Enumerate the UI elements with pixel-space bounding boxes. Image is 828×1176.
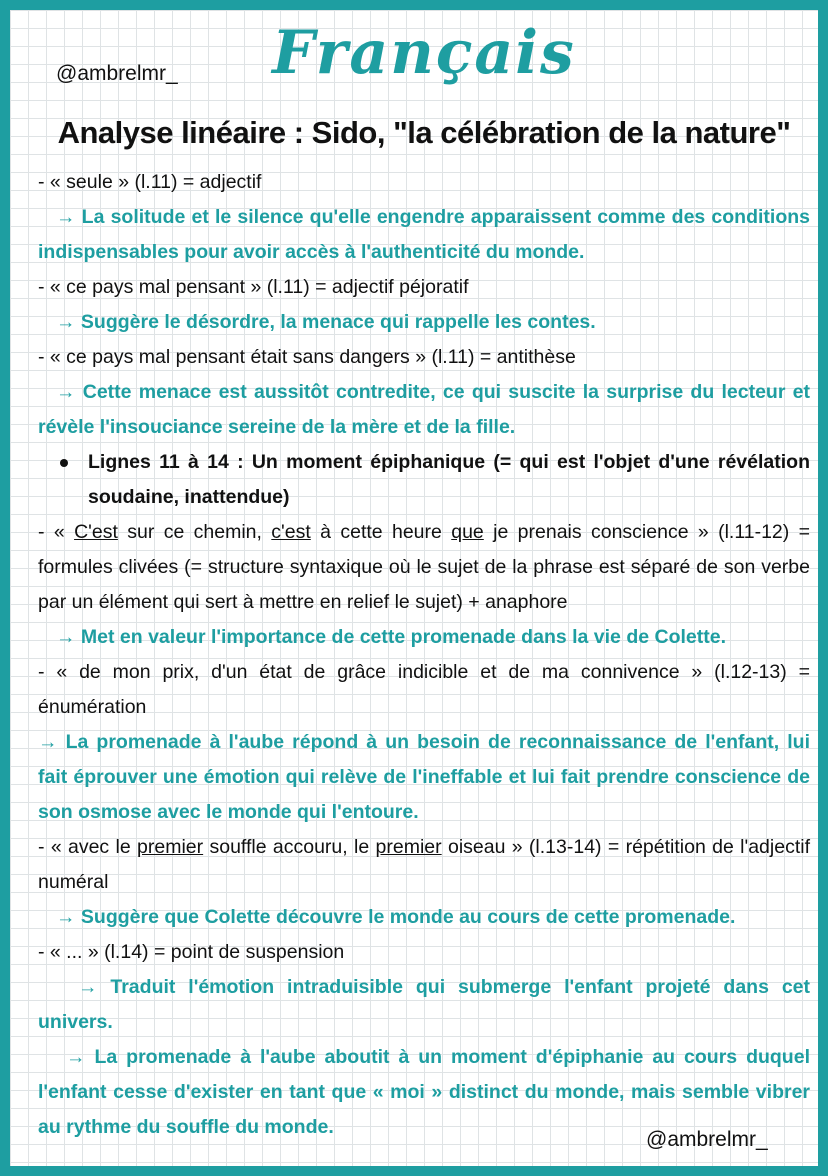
underlined-word: C'est xyxy=(74,521,118,543)
interpretation-line: → La promenade à l'aube répond à un besoin de reconnaissance de l'enfant, lui fait éprouver une émotion qui relève de l'ineffable et lui fait prendre conscience de son osmose avec le monde qui l'entoure. xyxy=(38,731,810,823)
page-title: Français xyxy=(272,18,576,88)
quote-line: - « ce pays mal pensant » (l.11) = adjectif péjoratif xyxy=(38,276,469,298)
quote-line: - « ... » (l.14) = point de suspension xyxy=(38,941,345,963)
underlined-word: c'est xyxy=(271,521,311,543)
page-subtitle: Analyse linéaire : Sido, "la célébration de la nature" xyxy=(57,115,791,150)
note-page xyxy=(10,10,818,1166)
interpretation-line: → Cette menace est aussitôt contredite, ce qui suscite la surprise du lecteur et révèle l'insouciance sereine de la mère et de la fille. xyxy=(38,381,810,438)
quote-line: - « de mon prix, d'un état de grâce indicible et de ma connivence » (l.12-13) = énumération xyxy=(38,661,810,718)
author-handle: @ambrelmr_ xyxy=(56,62,178,85)
interpretation-line: → Suggère que Colette découvre le monde au cours de cette promenade. xyxy=(56,906,736,928)
conclusion-line: → La promenade à l'aube aboutit à un moment d'épiphanie au cours duquel l'enfant cesse d'exister en tant que « moi » distinct du monde, mais semble vibrer au rythme du souffle du monde. xyxy=(38,1046,810,1138)
author-handle-footer: @ambrelmr_ xyxy=(646,1128,768,1151)
interpretation-line: → Met en valeur l'importance de cette promenade dans la vie de Colette. xyxy=(56,626,726,648)
section-heading-text: Lignes 11 à 14 : Un moment épiphanique (= qui est l'objet d'une révélation soudaine, inattendue) xyxy=(88,451,810,508)
interpretation-line: → Traduit l'émotion intraduisible qui submerge l'enfant projeté dans cet univers. xyxy=(38,976,810,1033)
section-heading xyxy=(38,445,810,515)
quote-line: - « seule » (l.11) = adjectif xyxy=(38,171,262,193)
underlined-word: que xyxy=(451,521,484,543)
bullet-icon xyxy=(60,459,68,467)
quote-line: - « avec le premier souffle accouru, le premier oiseau » (l.13-14) = répétition de l'adjectif numéral xyxy=(38,836,810,893)
quote-line: - « ce pays mal pensant était sans dangers » (l.11) = antithèse xyxy=(38,346,576,368)
analysis-body xyxy=(38,165,810,1145)
underlined-word: premier xyxy=(375,836,442,858)
quote-line: - « C'est sur ce chemin, c'est à cette heure que je prenais conscience » (l.11-12) = formules clivées (= structure syntaxique où le sujet de la phrase est séparé de son verbe par un élément qui sert à mettre en relief le sujet) + anaphore xyxy=(38,521,811,613)
interpretation-line: → Suggère le désordre, la menace qui rappelle les contes. xyxy=(56,311,596,333)
underlined-word: premier xyxy=(137,836,204,858)
interpretation-line: → La solitude et le silence qu'elle engendre apparaissent comme des conditions indispensables pour avoir accès à l'authenticité du monde. xyxy=(38,206,810,263)
